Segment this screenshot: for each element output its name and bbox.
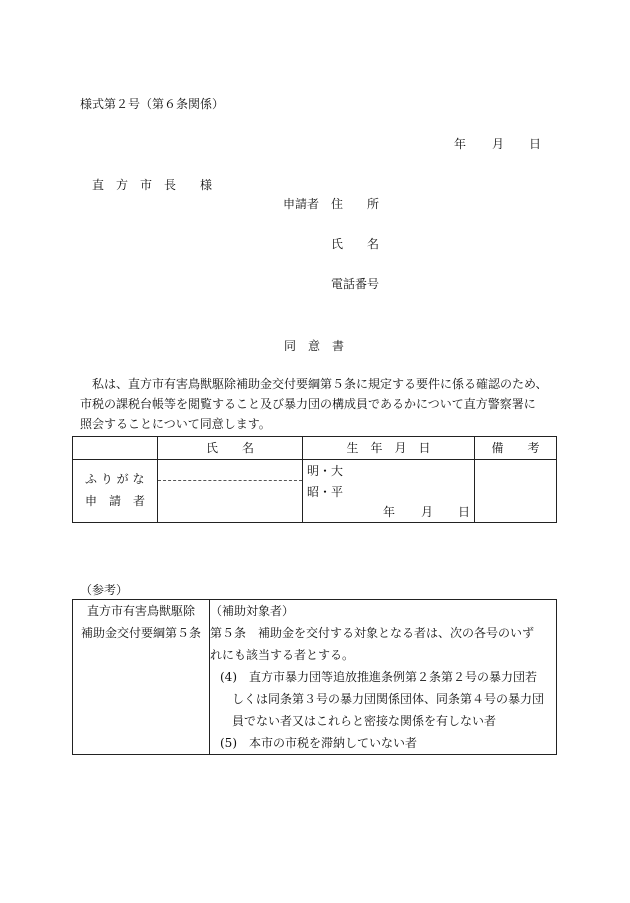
reference-source-line-1: 直方市有害鳥獣駆除 xyxy=(86,604,195,618)
document-title: 同 意 書 xyxy=(284,339,345,353)
era-showa-heisei: 昭・平 xyxy=(307,485,344,499)
applicant-row-label: 申 請 者 xyxy=(85,494,146,508)
consent-table xyxy=(72,436,557,523)
birth-year-label: 年 xyxy=(383,505,396,519)
birth-date-cell[interactable] xyxy=(303,460,475,523)
header-birth-date: 生 年 月 日 xyxy=(303,437,475,460)
reference-line-4: しくは同条第３号の暴力団関係団体、同条第４号の暴力団 xyxy=(220,692,545,706)
era-meiji-taisho: 明・大 xyxy=(307,464,344,478)
reference-heading: （補助対象者） xyxy=(210,604,295,618)
applicant-name-label: 氏 名 xyxy=(331,237,380,251)
date-month-label: 月 xyxy=(492,137,505,151)
birth-day-label: 日 xyxy=(458,505,471,519)
birth-month-label: 月 xyxy=(421,505,434,519)
name-cell[interactable] xyxy=(158,460,303,523)
applicant-address-label: 住 所 xyxy=(331,197,380,211)
reference-text-cell xyxy=(210,600,557,755)
remarks-cell[interactable] xyxy=(475,460,557,523)
body-line-2: 市税の課税台帳等を閲覧すること及び暴力団の構成員であるかについて直方警察署に xyxy=(80,397,536,411)
recipient: 直 方 市 長 様 xyxy=(92,178,213,192)
header-name: 氏 名 xyxy=(158,437,303,460)
reference-line-2: れにも該当する者とする。 xyxy=(210,648,355,662)
row-label-cell xyxy=(73,460,158,523)
date-year-label: 年 xyxy=(454,137,467,151)
furigana-label: ふ り が な xyxy=(85,472,145,486)
date-day-label: 日 xyxy=(529,137,542,151)
reference-line-6: (5) 本市の市税を滞納していない者 xyxy=(220,736,417,750)
header-remarks: 備 考 xyxy=(475,437,557,460)
reference-line-3: (4) 直方市暴力団等追放推進条例第２条第２号の暴力団若 xyxy=(220,670,538,684)
reference-caption: （参考） xyxy=(80,583,129,597)
form-number: 様式第２号（第６条関係） xyxy=(80,97,225,111)
reference-source-cell xyxy=(73,600,210,755)
reference-line-5: 員でない者又はこれらと密接な関係を有しない者 xyxy=(220,714,497,728)
applicant-phone-label: 電話番号 xyxy=(331,277,380,291)
body-line-3: 照会することについて同意します。 xyxy=(80,417,271,431)
furigana-divider xyxy=(158,480,302,481)
reference-line-1: 第５条 補助金を交付する対象となる者は、次の各号のいず xyxy=(210,626,535,640)
applicant-label: 申請者 xyxy=(283,197,320,211)
header-empty-cell xyxy=(73,437,158,460)
reference-table xyxy=(72,599,557,755)
reference-source-line-2: 補助金交付要綱第５条 xyxy=(80,626,201,640)
body-line-1: 私は、直方市有害鳥獣駆除補助金交付要綱第５条に規定する要件に係る確認のため、 xyxy=(92,377,548,391)
